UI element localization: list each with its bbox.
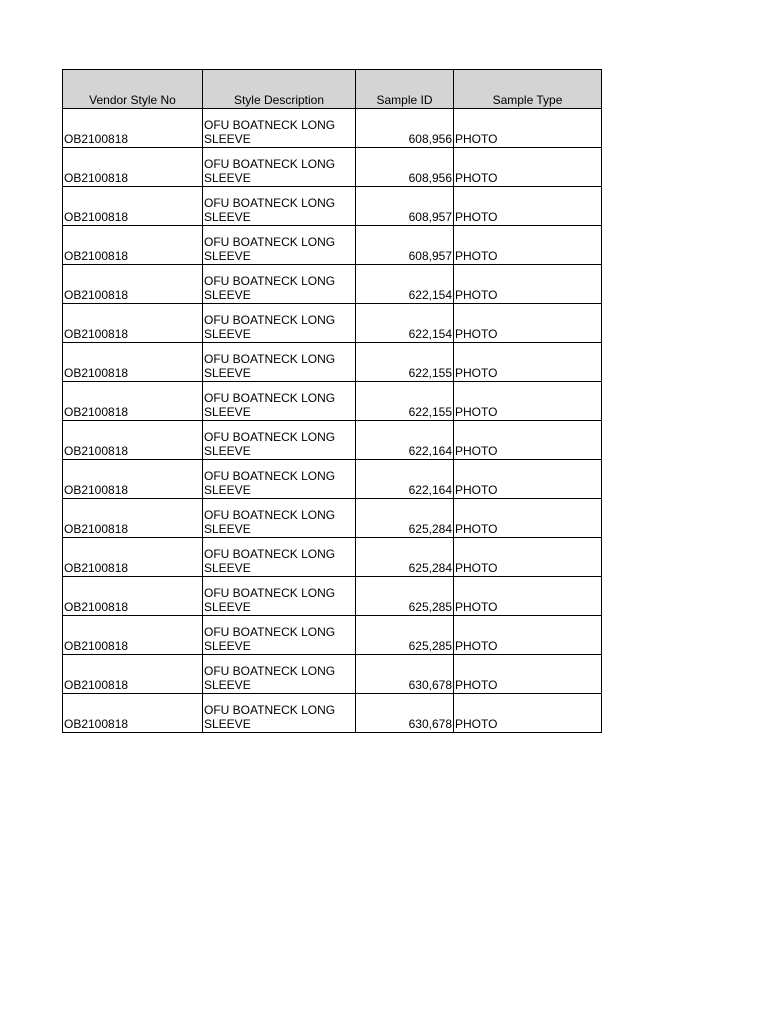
cell-sample-type: PHOTO <box>454 109 602 148</box>
cell-sample-type: PHOTO <box>454 343 602 382</box>
cell-vendor-style-no: OB2100818 <box>63 343 203 382</box>
style-description-line-2: SLEEVE <box>204 522 251 536</box>
table-header-row <box>63 70 602 109</box>
cell-sample-type: PHOTO <box>454 577 602 616</box>
table-row <box>63 538 602 577</box>
cell-sample-id: 625,284 <box>356 538 454 577</box>
cell-sample-id: 608,956 <box>356 109 454 148</box>
table-row <box>63 499 602 538</box>
cell-sample-id: 625,285 <box>356 577 454 616</box>
cell-sample-id: 625,285 <box>356 616 454 655</box>
header-sample-type: Sample Type <box>454 70 602 109</box>
cell-sample-type: PHOTO <box>454 265 602 304</box>
sample-table <box>62 69 602 733</box>
cell-vendor-style-no: OB2100818 <box>63 421 203 460</box>
style-description-line-1: OFU BOATNECK LONG <box>204 625 336 639</box>
table-row <box>63 265 602 304</box>
cell-sample-type: PHOTO <box>454 499 602 538</box>
cell-style-description <box>203 616 356 655</box>
cell-style-description <box>203 109 356 148</box>
table-row <box>63 577 602 616</box>
style-description-line-2: SLEEVE <box>204 444 251 458</box>
cell-style-description <box>203 538 356 577</box>
style-description-line-1: OFU BOATNECK LONG <box>204 703 336 717</box>
style-description-line-1: OFU BOATNECK LONG <box>204 118 336 132</box>
table-row <box>63 421 602 460</box>
style-description-line-1: OFU BOATNECK LONG <box>204 586 336 600</box>
style-description-line-2: SLEEVE <box>204 132 251 146</box>
table-row <box>63 226 602 265</box>
cell-sample-type: PHOTO <box>454 148 602 187</box>
cell-vendor-style-no: OB2100818 <box>63 382 203 421</box>
header-sample-id: Sample ID <box>356 70 454 109</box>
cell-sample-type: PHOTO <box>454 226 602 265</box>
style-description-line-2: SLEEVE <box>204 405 251 419</box>
table-row <box>63 694 602 733</box>
table-row <box>63 382 602 421</box>
cell-vendor-style-no: OB2100818 <box>63 655 203 694</box>
style-description-line-2: SLEEVE <box>204 561 251 575</box>
cell-sample-id: 622,154 <box>356 304 454 343</box>
cell-sample-type: PHOTO <box>454 538 602 577</box>
style-description-line-1: OFU BOATNECK LONG <box>204 313 336 327</box>
cell-style-description <box>203 226 356 265</box>
style-description-line-2: SLEEVE <box>204 678 251 692</box>
cell-style-description <box>203 265 356 304</box>
style-description-line-1: OFU BOATNECK LONG <box>204 469 336 483</box>
cell-style-description <box>203 499 356 538</box>
style-description-line-1: OFU BOATNECK LONG <box>204 196 336 210</box>
style-description-line-1: OFU BOATNECK LONG <box>204 508 336 522</box>
style-description-line-2: SLEEVE <box>204 639 251 653</box>
cell-style-description <box>203 460 356 499</box>
cell-style-description <box>203 343 356 382</box>
style-description-line-1: OFU BOATNECK LONG <box>204 352 336 366</box>
cell-vendor-style-no: OB2100818 <box>63 460 203 499</box>
cell-sample-id: 608,957 <box>356 226 454 265</box>
style-description-line-1: OFU BOATNECK LONG <box>204 430 336 444</box>
cell-sample-type: PHOTO <box>454 187 602 226</box>
cell-style-description <box>203 655 356 694</box>
style-description-line-2: SLEEVE <box>204 717 251 731</box>
table-row <box>63 655 602 694</box>
cell-style-description <box>203 148 356 187</box>
table-row <box>63 460 602 499</box>
cell-style-description <box>203 694 356 733</box>
cell-sample-type: PHOTO <box>454 460 602 499</box>
cell-sample-type: PHOTO <box>454 655 602 694</box>
style-description-line-2: SLEEVE <box>204 366 251 380</box>
style-description-line-2: SLEEVE <box>204 288 251 302</box>
style-description-line-2: SLEEVE <box>204 249 251 263</box>
cell-sample-type: PHOTO <box>454 421 602 460</box>
cell-sample-id: 608,957 <box>356 187 454 226</box>
cell-vendor-style-no: OB2100818 <box>63 304 203 343</box>
cell-vendor-style-no: OB2100818 <box>63 187 203 226</box>
style-description-line-1: OFU BOATNECK LONG <box>204 391 336 405</box>
table-body <box>63 109 602 733</box>
cell-sample-id: 622,164 <box>356 460 454 499</box>
cell-vendor-style-no: OB2100818 <box>63 148 203 187</box>
cell-vendor-style-no: OB2100818 <box>63 538 203 577</box>
style-description-line-1: OFU BOATNECK LONG <box>204 664 336 678</box>
cell-vendor-style-no: OB2100818 <box>63 109 203 148</box>
cell-sample-id: 622,154 <box>356 265 454 304</box>
cell-sample-id: 622,164 <box>356 421 454 460</box>
cell-vendor-style-no: OB2100818 <box>63 226 203 265</box>
table-row <box>63 343 602 382</box>
style-description-line-2: SLEEVE <box>204 210 251 224</box>
cell-sample-id: 622,155 <box>356 343 454 382</box>
cell-sample-id: 622,155 <box>356 382 454 421</box>
style-description-line-2: SLEEVE <box>204 483 251 497</box>
cell-sample-type: PHOTO <box>454 382 602 421</box>
table-row <box>63 616 602 655</box>
style-description-line-2: SLEEVE <box>204 327 251 341</box>
cell-style-description <box>203 304 356 343</box>
cell-style-description <box>203 382 356 421</box>
cell-style-description <box>203 577 356 616</box>
table-row <box>63 304 602 343</box>
cell-sample-type: PHOTO <box>454 616 602 655</box>
cell-style-description <box>203 187 356 226</box>
header-vendor-style-no: Vendor Style No <box>63 70 203 109</box>
cell-sample-id: 630,678 <box>356 655 454 694</box>
table-row <box>63 187 602 226</box>
table-row <box>63 148 602 187</box>
style-description-line-1: OFU BOATNECK LONG <box>204 547 336 561</box>
style-description-line-2: SLEEVE <box>204 600 251 614</box>
style-description-line-1: OFU BOATNECK LONG <box>204 235 336 249</box>
style-description-line-2: SLEEVE <box>204 171 251 185</box>
cell-sample-type: PHOTO <box>454 304 602 343</box>
cell-vendor-style-no: OB2100818 <box>63 577 203 616</box>
cell-vendor-style-no: OB2100818 <box>63 616 203 655</box>
header-style-description: Style Description <box>203 70 356 109</box>
cell-sample-id: 630,678 <box>356 694 454 733</box>
cell-style-description <box>203 421 356 460</box>
cell-sample-id: 608,956 <box>356 148 454 187</box>
cell-sample-id: 625,284 <box>356 499 454 538</box>
cell-vendor-style-no: OB2100818 <box>63 265 203 304</box>
style-description-line-1: OFU BOATNECK LONG <box>204 157 336 171</box>
table-row <box>63 109 602 148</box>
style-description-line-1: OFU BOATNECK LONG <box>204 274 336 288</box>
cell-vendor-style-no: OB2100818 <box>63 694 203 733</box>
cell-sample-type: PHOTO <box>454 694 602 733</box>
cell-vendor-style-no: OB2100818 <box>63 499 203 538</box>
